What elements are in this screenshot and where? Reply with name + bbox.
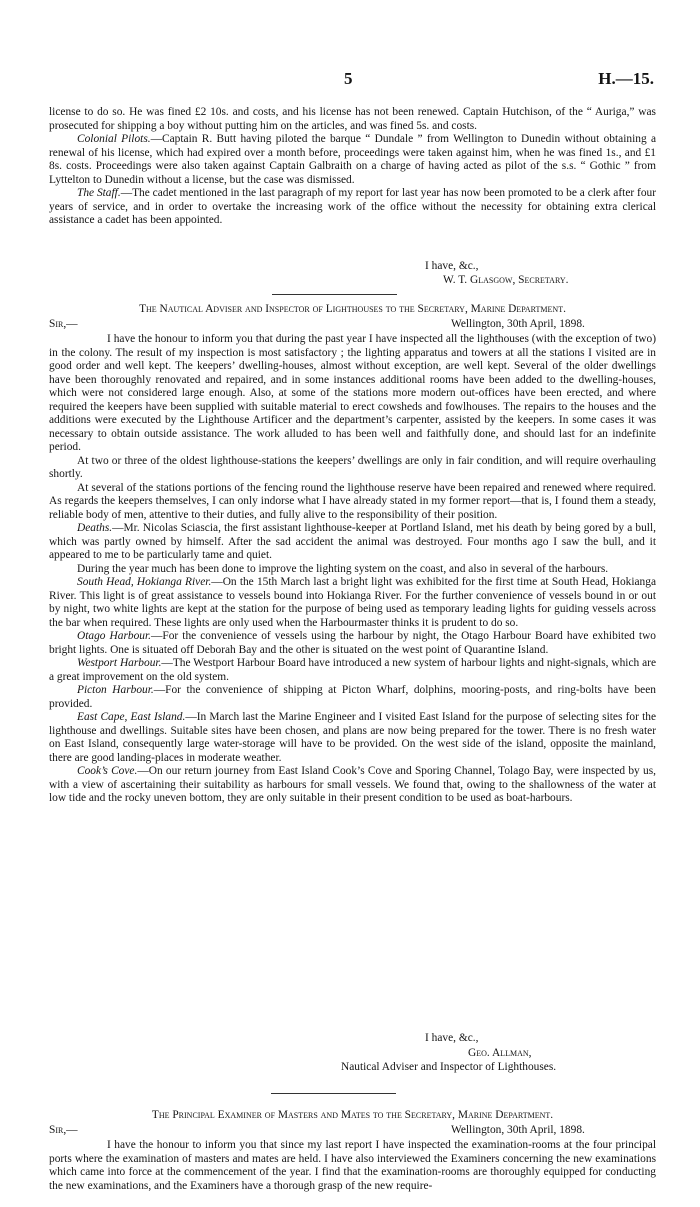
paragraph-inspection: I have the honour to inform you that during the past year I have inspected all the lighthouses (with the exception of two) in the colony. The result of my inspection is most satisfactory ; the lighting apparatus and towers at all the stations I visited are in good order and well kept. The keepers’ dwelling-houses, almost without exception, are well kept. Several of the older dwellings have been thoroughly renovated and repaired, and in some instances additional rooms have been added to the dwelling-houses, which were not considered large enough. Also, at some of the stations more modern out-offices have been erected, and where required the keepers have been supplied with suitable material to erect cowsheds and fowlhouses. The repairs to the houses and the additions were executed by the Lighthouse Artificer and the department’s carpenter, assisted by the keepers. In some cases it was necessary to obtain outside assistance. The work alluded to has been well and faithfully done, and should last for an indefinite period. bbox=[49, 333, 656, 453]
paragraph-westport bbox=[49, 657, 656, 684]
text-cooks-cove: —On our return journey from East Island Cook’s Cove and Sporing Channel, Tolago Bay, were inspected by us, with a view of ascertaining their suitability as harbours for small vessels. We found that, owing to the shallowness of the water at low tide and the rocky uneven bottom, they are only suitable in their present condition to be used as boat-harbours. bbox=[49, 765, 657, 804]
nautical-adviser-report bbox=[49, 333, 656, 806]
subheading-the-staff: The Staff. bbox=[77, 187, 121, 199]
subheading-colonial-pilots: Colonial Pilots. bbox=[77, 133, 151, 145]
dateline-1: Wellington, 30th April, 1898. bbox=[451, 318, 585, 330]
paragraph-examination-rooms: I have the honour to inform you that since my last report I have inspected the examination-rooms at the four principal ports where the examination of masters and mates are held. I have also interviewed the Examiners concerning the new examinations which came into force at the commencement of the year. I find that the examination-rooms are thoroughly equipped for conducting the new examinations, and the Examiners have a thorough grasp of the new require- bbox=[49, 1139, 656, 1192]
subheading-cooks-cove: Cook’s Cove. bbox=[77, 765, 138, 777]
paragraph-lighting-system: During the year much has been done to improve the lighting system on the coast, and also in several of the harbours. bbox=[77, 562, 609, 575]
signature-glasgow: W. T. Glasgow, Secretary. bbox=[443, 274, 569, 286]
principal-examiner-report bbox=[49, 1139, 656, 1193]
paragraph-colonial-pilots bbox=[49, 133, 656, 187]
document-reference: H.—15. bbox=[598, 69, 654, 88]
text-east-cape: —In March last the Marine Engineer and I visited East Island for the purpose of selecting sites for the lighthouse and dwellings. Suitable sites have been chosen, and plans are now being prepared for the tower. There is no fresh water on East Island, consequently large water-storage will have to be provided. On the west side of the island, opposite the mainland, there are good landing-places in moderate weather. bbox=[49, 711, 656, 764]
previous-report-section bbox=[49, 106, 656, 228]
dateline-2: Wellington, 30th April, 1898. bbox=[451, 1124, 585, 1136]
text-the-staff: —The cadet mentioned in the last paragraph of my report for last year has now been promoted to be a clerk after four years of service, and in order to overtake the increasing work of the office without the necessity for obtaining extra clerical assistance a cadet has been appointed. bbox=[49, 187, 657, 226]
text-westport: —The Westport Harbour Board have introduced a new system of harbour lights and night-signals, which are a great improvement on the old system. bbox=[49, 657, 656, 683]
letter-heading-nautical-adviser: The Nautical Adviser and Inspector of Lighthouses to the Secretary, Marine Department. bbox=[139, 303, 566, 315]
paragraph-picton bbox=[49, 684, 656, 711]
text-otago: —For the convenience of vessels using the harbour by night, the Otago Harbour Board have exhibited two bright lights. One is situated off Deborah Bay and the other is situated on the west point of Quarantine Island. bbox=[49, 630, 656, 656]
closing-have-1: I have, &c., bbox=[425, 260, 479, 272]
signature-allman: Geo. Allman, bbox=[468, 1047, 532, 1059]
section-divider-1 bbox=[272, 294, 397, 295]
text-colonial-pilots: —Captain R. Butt having piloted the barque “ Dundale ” from Wellington to Dunedin without obtaining a renewal of his license, which had expired over a month before, proceedings were taken against him, when he was fined 1s., and £1 8s. costs. Proceedings were also taken against Captain Galbraith on a charge of having acted as pilot of the s.s. “ Gothic ” from Lyttelton to Dunedin without a license, but the case was dismissed. bbox=[49, 133, 657, 186]
text-south-head: —On the 15th March last a bright light was exhibited for the first time at South Head, Hokianga River. This light is of great assistance to vessels bound into Hokianga River. For the further convenience of vessels bound in or out by night, two white lights are kept at the station for the purpose of being used as temporary leading lights for guiding vessels across the bar when required. These lights are only used when the Harbourmaster thinks it is prudent to do so. bbox=[49, 576, 656, 629]
paragraph-fencing: At several of the stations portions of the fencing round the lighthouse reserve have been repaired and renewed where required. As regards the keepers themselves, I can only indorse what I have already stated in my former report—that is, I found them a steady, reliable body of men, attentive to their duties, and fully alive to the responsibility of their position. bbox=[49, 481, 656, 521]
paragraph-otago bbox=[49, 630, 656, 657]
subheading-westport: Westport Harbour. bbox=[77, 657, 162, 669]
subheading-picton: Picton Harbour. bbox=[77, 684, 154, 696]
closing-have-2: I have, &c., bbox=[425, 1032, 479, 1044]
paragraph-license-continuation: license to do so. He was fined £2 10s. and costs, and his license has not been renewed. Captain Hutchison, of the “ Auriga,” was prosecuted for shipping a boy without putting him on the articles, and was fined 5s. and costs. bbox=[49, 106, 656, 132]
letter-heading-principal-examiner: The Principal Examiner of Masters and Mates to the Secretary, Marine Department. bbox=[151, 1109, 554, 1121]
salutation-sir-1: Sir,— bbox=[49, 318, 78, 330]
subheading-deaths: Deaths. bbox=[77, 522, 113, 534]
paragraph-deaths bbox=[49, 522, 656, 563]
salutation-sir-2: Sir,— bbox=[49, 1124, 78, 1136]
subheading-south-head: South Head, Hokianga River. bbox=[77, 576, 212, 588]
paragraph-south-head bbox=[49, 576, 656, 630]
section-divider-2 bbox=[271, 1093, 396, 1094]
text-deaths: —Mr. Nicolas Sciascia, the first assistant lighthouse-keeper at Portland Island, met his death by being gored by a bull, which was partly owned by himself. After the sad accident the animal was destroyed. Four months ago I saw the bull, and it appeared to me to be particularly tame and quiet. bbox=[49, 522, 656, 561]
paragraph-cooks-cove bbox=[49, 765, 656, 806]
paragraph-the-staff bbox=[49, 187, 656, 228]
subheading-otago: Otago Harbour. bbox=[77, 630, 151, 642]
text-picton: —For the convenience of shipping at Picton Wharf, dolphins, mooring-posts, and ring-bolts have been provided. bbox=[49, 684, 656, 710]
paragraph-east-cape bbox=[49, 711, 656, 765]
page-number: 5 bbox=[344, 69, 353, 88]
paragraph-oldest-stations: At two or three of the oldest lighthouse-stations the keepers’ dwellings are only in fair condition, and will require overhauling shortly. bbox=[49, 454, 656, 480]
signatory-title: Nautical Adviser and Inspector of Lighthouses. bbox=[341, 1061, 557, 1073]
subheading-east-cape: East Cape, East Island. bbox=[77, 711, 186, 723]
